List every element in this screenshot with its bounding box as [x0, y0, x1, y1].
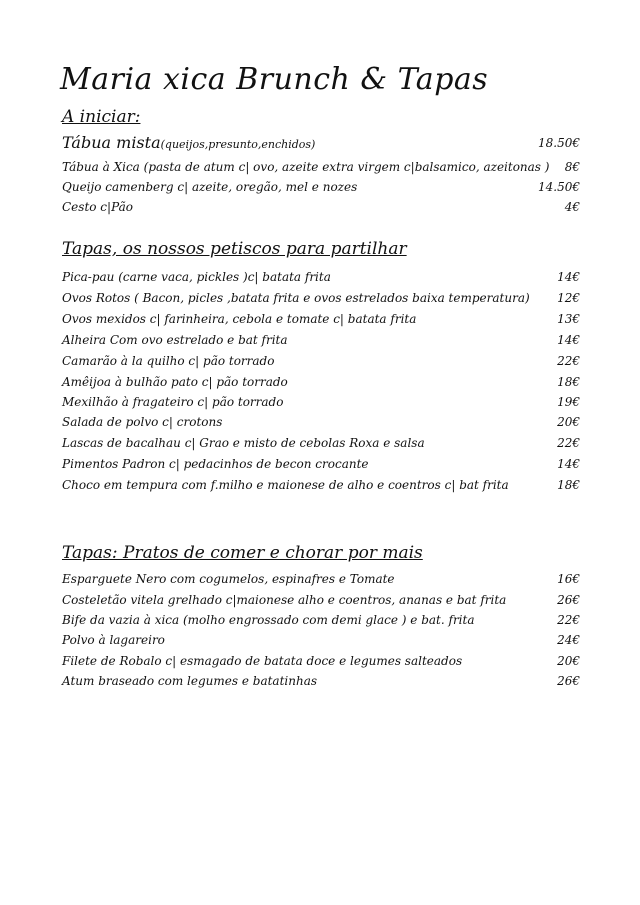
menu-item [62, 354, 580, 374]
menu-item [62, 160, 580, 180]
menu-item-price: 4€ [564, 200, 580, 214]
menu-item-price: 20€ [557, 654, 580, 668]
menu-item-price: 22€ [557, 613, 580, 627]
menu-title: Maria xica Brunch & Tapas [60, 62, 489, 97]
menu-item-price: 22€ [557, 436, 580, 450]
menu-item-price: 14€ [557, 270, 580, 284]
menu-item-name: Pimentos Padron c| pedacinhos de becon crocante [62, 457, 369, 471]
menu-item [62, 613, 580, 633]
menu-item-price: 22€ [557, 354, 580, 368]
menu-item-price: 13€ [557, 312, 580, 326]
menu-item [62, 312, 580, 332]
menu-item-price: 18.50€ [538, 136, 580, 150]
menu-item-name: Amêijoa à bulhão pato c| pão torrado [62, 375, 288, 389]
menu-item-name-detail: (queijos,presunto,enchidos) [160, 138, 316, 151]
section-heading-a-iniciar: A iniciar: [62, 107, 141, 127]
menu-item-name: Bife da vazia à xica (molho engrossado com demi glace ) e bat. frita [62, 613, 475, 627]
menu-item-price: 24€ [557, 633, 580, 647]
menu-item-price: 14€ [557, 457, 580, 471]
menu-item-price: 20€ [557, 415, 580, 429]
menu-item [62, 593, 580, 613]
menu-item-name: Choco em tempura com f.milho e maionese de alho e coentros c| bat frita [62, 478, 509, 492]
menu-item [62, 478, 580, 498]
menu-item-name [62, 133, 315, 152]
menu-item-price: 14€ [557, 333, 580, 347]
menu-item [62, 200, 580, 220]
menu-item [62, 133, 580, 156]
menu-item-price: 16€ [557, 572, 580, 586]
section-heading-pratos: Tapas: Pratos de comer e chorar por mais [62, 543, 423, 563]
menu-item-name: Ovos Rotos ( Bacon, picles ,batata frita e ovos estrelados baixa temperatura) [62, 291, 530, 305]
section-heading-petiscos: Tapas, os nossos petiscos para partilhar [62, 239, 407, 259]
menu-item [62, 633, 580, 653]
menu-item-name: Ovos mexidos c| farinheira, cebola e tomate c| batata frita [62, 312, 417, 326]
menu-item-name-main: Tábua mista [62, 133, 161, 152]
menu-item-price: 26€ [557, 593, 580, 607]
menu-item-price: 18€ [557, 375, 580, 389]
menu-item-name: Lascas de bacalhau c| Grao e misto de cebolas Roxa e salsa [62, 436, 425, 450]
menu-item-name: Cesto c|Pão [62, 200, 133, 214]
menu-item [62, 654, 580, 674]
menu-item [62, 674, 580, 694]
menu-item-name: Costeletão vitela grelhado c|maionese alho e coentros, ananas e bat frita [62, 593, 507, 607]
menu-item-name: Polvo à lagareiro [62, 633, 165, 647]
menu-item [62, 415, 580, 435]
menu-item [62, 572, 580, 592]
menu-item [62, 270, 580, 290]
menu-item-price: 18€ [557, 478, 580, 492]
menu-item-price: 14.50€ [538, 180, 580, 194]
menu-item-name: Mexilhão à fragateiro c| pão torrado [62, 395, 284, 409]
menu-item-price: 19€ [557, 395, 580, 409]
menu-item-name: Atum braseado com legumes e batatinhas [62, 674, 318, 688]
menu-item [62, 375, 580, 395]
menu-item-price: 8€ [564, 160, 580, 174]
menu-item-price: 12€ [557, 291, 580, 305]
menu-item-name: Filete de Robalo c| esmagado de batata doce e legumes salteados [62, 654, 463, 668]
menu-item-name: Pica-pau (carne vaca, pickles )c| batata frita [62, 270, 331, 284]
menu-item [62, 291, 580, 311]
menu-item [62, 436, 580, 456]
menu-item [62, 395, 580, 415]
menu-item-name: Alheira Com ovo estrelado e bat frita [62, 333, 288, 347]
menu-item-name: Esparguete Nero com cogumelos, espinafres e Tomate [62, 572, 395, 586]
menu-item [62, 180, 580, 200]
menu-item-price: 26€ [557, 674, 580, 688]
menu-item-name: Queijo camenberg c| azeite, oregão, mel e nozes [62, 180, 358, 194]
menu-item [62, 333, 580, 353]
menu-item [62, 457, 580, 477]
menu-item-name: Tábua à Xica (pasta de atum c| ovo, azeite extra virgem c|balsamico, azeitonas ) [62, 160, 550, 174]
menu-item-name: Camarão à la quilho c| pão torrado [62, 354, 275, 368]
menu-item-name: Salada de polvo c| crotons [62, 415, 223, 429]
